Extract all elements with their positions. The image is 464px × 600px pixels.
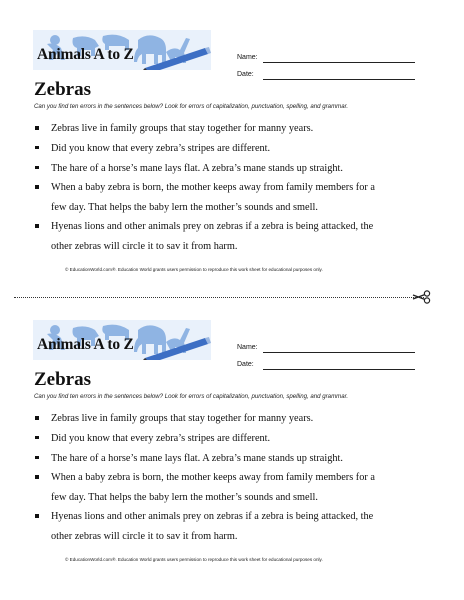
list-item — [34, 449, 424, 468]
copyright-notice: © EducationWorld.com®. Education World grants users permission to reproduce this work sheet for educational purposes only. — [65, 267, 323, 272]
list-item — [34, 178, 424, 217]
date-field[interactable] — [237, 71, 254, 78]
sentence-line-continued: few day. That helps the baby lern the mother’s sounds and smell. — [51, 201, 318, 213]
sentence-line-continued: other zebras will circle it to sav it from harm. — [51, 530, 238, 542]
animals-a-to-z-logo — [33, 30, 211, 70]
instructions: Can you find ten errors in the sentences below? Look for errors of capitalization, punctuation, spelling, and grammar. — [34, 103, 349, 110]
page-title: Zebras — [34, 369, 91, 390]
list-item — [34, 429, 424, 448]
sentence-line: The hare of a horse’s mane lays flat. A zebra’s mane stands up straight. — [51, 452, 343, 464]
sentence-list — [34, 119, 424, 257]
sentence-line: Did you know that every zebra’s stripes are different. — [51, 142, 271, 154]
list-item — [34, 217, 424, 256]
date-label: Date: — [237, 361, 254, 368]
date-line[interactable] — [263, 79, 415, 80]
cut-line — [14, 297, 424, 298]
sentence-line-continued: few day. That helps the baby lern the mother’s sounds and smell. — [51, 491, 318, 503]
sentence-line: Zebras live in family groups that stay together for manny years. — [51, 413, 314, 424]
animals-a-to-z-logo — [33, 320, 211, 360]
list-item — [34, 119, 424, 138]
name-field[interactable] — [237, 54, 258, 61]
instructions: Can you find ten errors in the sentences below? Look for errors of capitalization, punctuation, spelling, and grammar. — [34, 393, 349, 400]
name-line[interactable] — [263, 62, 415, 63]
sentence-line: Did you know that every zebra’s stripes are different. — [51, 432, 271, 444]
list-item — [34, 507, 424, 546]
list-item — [34, 409, 424, 428]
logo-text: Animals A to Z — [37, 46, 134, 63]
list-item — [34, 139, 424, 158]
sentence-line: When a baby zebra is born, the mother keeps away from family members for a — [51, 472, 375, 484]
sentence-line-continued: other zebras will circle it to sav it from harm. — [51, 240, 238, 252]
sentence-line: Hyenas lions and other animals prey on zebras if a zebra is being attacked, the — [51, 511, 374, 523]
page-title: Zebras — [34, 79, 91, 100]
sentence-line: Hyenas lions and other animals prey on zebras if a zebra is being attacked, the — [51, 221, 374, 233]
sentence-list — [34, 409, 424, 547]
logo-text: Animals A to Z — [37, 336, 134, 353]
name-label: Name: — [237, 344, 258, 351]
date-line[interactable] — [263, 369, 415, 370]
sentence-line: The hare of a horse’s mane lays flat. A zebra’s mane stands up straight. — [51, 162, 343, 174]
date-field[interactable] — [237, 361, 254, 368]
copyright-notice: © EducationWorld.com®. Education World grants users permission to reproduce this work sheet for educational purposes only. — [65, 557, 323, 562]
name-field[interactable] — [237, 344, 258, 351]
sentence-line: Zebras live in family groups that stay together for manny years. — [51, 123, 314, 134]
name-line[interactable] — [263, 352, 415, 353]
sentence-line: When a baby zebra is born, the mother keeps away from family members for a — [51, 182, 375, 194]
list-item — [34, 159, 424, 178]
date-label: Date: — [237, 71, 254, 78]
list-item — [34, 468, 424, 507]
name-label: Name: — [237, 54, 258, 61]
scissors-icon — [410, 290, 432, 304]
